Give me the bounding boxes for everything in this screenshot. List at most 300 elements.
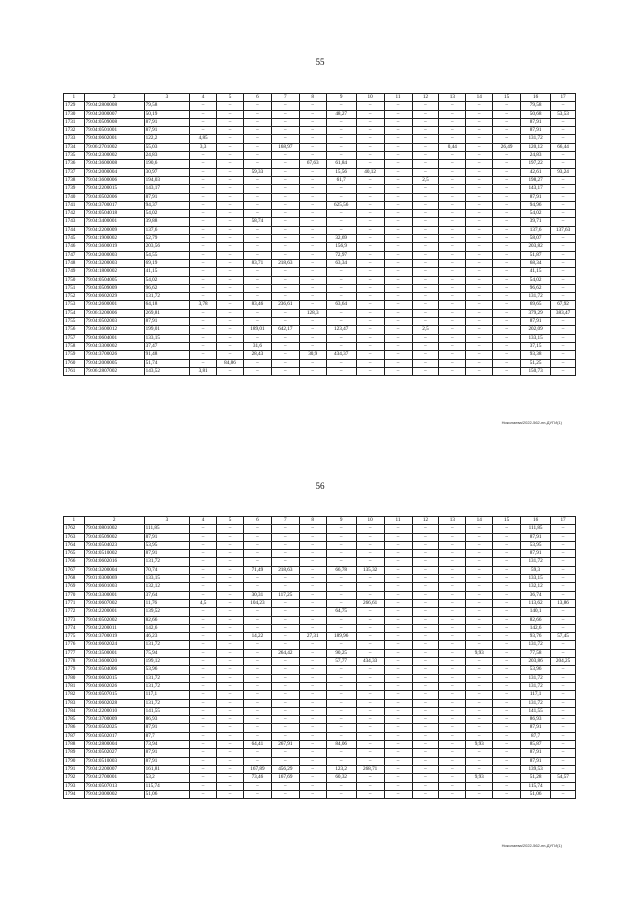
table-cell: – <box>326 293 356 301</box>
table-cell: – <box>466 284 493 292</box>
table-cell: – <box>299 176 326 184</box>
data-table <box>63 516 576 799</box>
table-cell: 64,41 <box>243 741 271 749</box>
table-cell: 79:04:0507013 <box>84 782 144 790</box>
table-cell: – <box>326 309 356 317</box>
table-cell: 87,91 <box>521 550 551 558</box>
table-cell: 53,53 <box>551 110 576 118</box>
column-header: 14 <box>466 517 493 525</box>
table-cell: 60,32 <box>326 774 356 782</box>
table-cell: 9,93 <box>466 741 493 749</box>
table-cell: – <box>384 301 412 309</box>
table-cell: – <box>466 301 493 309</box>
table-row <box>64 599 576 607</box>
table-cell: – <box>493 674 521 682</box>
table-cell: – <box>466 757 493 765</box>
column-header: 11 <box>384 517 412 525</box>
table-cell: – <box>412 235 439 243</box>
table-cell: – <box>493 707 521 715</box>
table-cell: – <box>243 160 271 168</box>
table-cell: – <box>326 691 356 699</box>
table-cell: – <box>190 259 217 267</box>
table-cell: – <box>299 583 326 591</box>
table-cell: 79:04:0504018 <box>84 210 144 218</box>
table-cell: 59,3 <box>521 566 551 574</box>
table-cell: 79:04:3600019 <box>84 243 144 251</box>
table-cell: 1776 <box>64 641 85 649</box>
table-cell: 79:04:0604001 <box>84 334 144 342</box>
table-cell: – <box>326 185 356 193</box>
table-cell: – <box>412 658 439 666</box>
table-cell: – <box>384 293 412 301</box>
table-cell: 85,87 <box>521 741 551 749</box>
table-cell: 143,17 <box>144 185 190 193</box>
table-cell: – <box>493 591 521 599</box>
table-cell: – <box>551 707 576 715</box>
table-cell: – <box>384 342 412 350</box>
table-cell: – <box>466 143 493 151</box>
table-cell: – <box>551 716 576 724</box>
table-cell: – <box>384 359 412 367</box>
table-row <box>64 268 576 276</box>
table-row <box>64 550 576 558</box>
table-cell: 79:04:0504023 <box>84 541 144 549</box>
table-cell: – <box>356 334 384 342</box>
table-cell: – <box>493 293 521 301</box>
table-cell: – <box>384 749 412 757</box>
table-cell: – <box>326 583 356 591</box>
table-cell: – <box>384 790 412 798</box>
table-cell: – <box>412 226 439 234</box>
table-cell: – <box>243 176 271 184</box>
table-cell: – <box>551 102 576 110</box>
table-cell: 79:04:3400001 <box>84 218 144 226</box>
table-cell: – <box>412 143 439 151</box>
table-cell: – <box>412 707 439 715</box>
table-cell: 203,56 <box>144 243 190 251</box>
table-cell: 87,91 <box>521 757 551 765</box>
table-cell: 1781 <box>64 682 85 690</box>
table-cell: 79:04:0504005 <box>84 276 144 284</box>
table-cell: 1736 <box>64 160 85 168</box>
table-cell: 1750 <box>64 276 85 284</box>
column-header: 5 <box>217 94 244 102</box>
table-cell: 79:04:3300002 <box>84 342 144 350</box>
table-cell: – <box>217 674 244 682</box>
table-cell: – <box>439 732 466 740</box>
table-cell: – <box>243 118 271 126</box>
table-cell: – <box>326 525 356 533</box>
table-cell: – <box>384 550 412 558</box>
table-cell: 79:04:0602028 <box>84 699 144 707</box>
table-cell: 143,17 <box>521 185 551 193</box>
table-cell: 79:04:0502006 <box>84 193 144 201</box>
table-cell: 68,34 <box>521 259 551 267</box>
table-cell: – <box>271 110 299 118</box>
table-cell: – <box>299 674 326 682</box>
table-cell: 142,6 <box>521 624 551 632</box>
table-cell: – <box>356 185 384 193</box>
table-cell: – <box>384 334 412 342</box>
table-row <box>64 367 576 375</box>
table-cell: – <box>493 691 521 699</box>
table-cell: – <box>243 575 271 583</box>
table-cell: – <box>384 757 412 765</box>
table-cell: – <box>412 533 439 541</box>
table-cell: – <box>412 135 439 143</box>
table-cell: – <box>190 127 217 135</box>
table-cell: – <box>271 243 299 251</box>
table-cell: – <box>466 326 493 334</box>
table-cell: – <box>466 765 493 773</box>
table-cell: 51,06 <box>144 790 190 798</box>
table-cell: – <box>551 624 576 632</box>
table-cell: 24,83 <box>144 152 190 160</box>
table-cell: – <box>243 707 271 715</box>
table-cell: – <box>243 533 271 541</box>
table-cell: – <box>217 658 244 666</box>
table-row <box>64 284 576 292</box>
table-cell: – <box>190 741 217 749</box>
table-cell: – <box>551 135 576 143</box>
table-cell: 1769 <box>64 583 85 591</box>
table-cell: – <box>466 790 493 798</box>
table-cell: – <box>551 359 576 367</box>
table-cell: – <box>299 235 326 243</box>
table-cell: – <box>551 641 576 649</box>
table-cell: – <box>439 367 466 375</box>
table-cell: – <box>493 575 521 583</box>
table-cell: – <box>551 318 576 326</box>
table-cell: – <box>299 143 326 151</box>
table-cell: – <box>271 525 299 533</box>
column-header: 9 <box>326 94 356 102</box>
table-cell: – <box>271 284 299 292</box>
table-cell: – <box>243 674 271 682</box>
table-cell: 79:04:1800002 <box>84 268 144 276</box>
table-cell: – <box>551 525 576 533</box>
table-cell: – <box>493 110 521 118</box>
table-cell: 37,47 <box>144 342 190 350</box>
table-row <box>64 168 576 176</box>
table-cell: 79:04:3700019 <box>84 633 144 641</box>
table-cell: – <box>326 276 356 284</box>
table-cell: – <box>466 691 493 699</box>
table-cell: – <box>356 160 384 168</box>
table-cell: – <box>326 757 356 765</box>
table-cell: – <box>243 226 271 234</box>
table-cell: 31,6 <box>243 342 271 350</box>
table-cell: 87,91 <box>521 533 551 541</box>
table-cell: – <box>384 152 412 160</box>
table-cell: – <box>190 774 217 782</box>
table-cell: 123,47 <box>326 326 356 334</box>
table-row <box>64 235 576 243</box>
table-cell: – <box>271 102 299 110</box>
table-cell: 79:04:2000007 <box>84 110 144 118</box>
table-cell: 87,91 <box>144 749 190 757</box>
table-cell: – <box>217 525 244 533</box>
table-cell: 1740 <box>64 193 85 201</box>
table-cell: – <box>217 624 244 632</box>
table-cell: 1764 <box>64 541 85 549</box>
table-cell: 1741 <box>64 201 85 209</box>
data-table <box>63 93 576 376</box>
table-cell: – <box>551 152 576 160</box>
table-cell: 203,82 <box>521 243 551 251</box>
table-cell: – <box>551 201 576 209</box>
table-cell: 83,46 <box>243 301 271 309</box>
table-cell: – <box>493 301 521 309</box>
table-cell: – <box>299 118 326 126</box>
table-cell: – <box>271 691 299 699</box>
table-cell: – <box>412 342 439 350</box>
table-cell: – <box>271 127 299 135</box>
table-cell: – <box>190 558 217 566</box>
table-cell: – <box>412 558 439 566</box>
table-cell: – <box>551 235 576 243</box>
table-cell: – <box>299 110 326 118</box>
table-cell: 137,6 <box>144 226 190 234</box>
table-cell: 1784 <box>64 707 85 715</box>
table-cell: 28,43 <box>243 351 271 359</box>
table-cell: – <box>217 118 244 126</box>
table-cell: 61,7 <box>326 176 356 184</box>
table-cell: – <box>439 624 466 632</box>
table-cell: 1737 <box>64 168 85 176</box>
table-cell: 79:04:0607002 <box>84 599 144 607</box>
table-cell: 61,84 <box>326 160 356 168</box>
table-cell: – <box>326 541 356 549</box>
table-cell: – <box>551 160 576 168</box>
table-cell: – <box>271 342 299 350</box>
table-row <box>64 591 576 599</box>
table-cell: – <box>493 201 521 209</box>
table-cell: – <box>412 616 439 624</box>
table-cell: – <box>412 790 439 798</box>
table-cell: – <box>439 550 466 558</box>
table-cell: – <box>299 533 326 541</box>
table-cell: – <box>439 691 466 699</box>
table-cell: 190,6 <box>144 160 190 168</box>
table-cell: – <box>299 691 326 699</box>
table-cell: 4,5 <box>190 599 217 607</box>
table-cell: – <box>493 649 521 657</box>
table-cell: – <box>299 318 326 326</box>
table-cell: – <box>356 716 384 724</box>
table-cell: – <box>384 210 412 218</box>
table-cell: – <box>466 525 493 533</box>
table-cell: 24,83 <box>521 152 551 160</box>
table-cell: – <box>493 699 521 707</box>
table-cell: – <box>412 185 439 193</box>
table-cell: – <box>243 135 271 143</box>
table-cell: – <box>384 193 412 201</box>
table-cell: 54,02 <box>144 276 190 284</box>
table-cell: 161,81 <box>144 765 190 773</box>
table-cell: – <box>271 790 299 798</box>
table-cell: – <box>384 318 412 326</box>
table-cell: – <box>412 276 439 284</box>
table-cell: 87,91 <box>521 724 551 732</box>
table-cell: – <box>217 541 244 549</box>
table-cell: – <box>439 757 466 765</box>
table-cell: – <box>384 351 412 359</box>
table-cell: – <box>384 575 412 583</box>
table-cell: – <box>217 168 244 176</box>
table-cell: – <box>217 765 244 773</box>
column-header: 12 <box>412 94 439 102</box>
table-cell: – <box>466 127 493 135</box>
table-cell: – <box>384 127 412 135</box>
table-cell: 79:04:2800008 <box>84 102 144 110</box>
table-cell: – <box>299 616 326 624</box>
table-cell: – <box>412 732 439 740</box>
table-cell: 79:04:0504006 <box>84 666 144 674</box>
table-cell: – <box>356 152 384 160</box>
table-cell: – <box>356 342 384 350</box>
table-cell: 1742 <box>64 210 85 218</box>
table-cell: 141,55 <box>144 707 190 715</box>
table-cell: – <box>384 732 412 740</box>
table-cell: – <box>384 102 412 110</box>
table-cell: – <box>326 732 356 740</box>
table-cell: – <box>466 575 493 583</box>
table-cell: – <box>384 674 412 682</box>
table-cell: 86,93 <box>144 716 190 724</box>
table-cell: – <box>551 732 576 740</box>
table-cell: – <box>493 641 521 649</box>
table-cell: – <box>299 135 326 143</box>
table-row <box>64 641 576 649</box>
table-cell: – <box>271 276 299 284</box>
table-cell: – <box>326 558 356 566</box>
table-cell: – <box>299 243 326 251</box>
table-cell: 87,91 <box>144 757 190 765</box>
table-cell: 82,66 <box>144 616 190 624</box>
table-cell: – <box>243 749 271 757</box>
table-cell: – <box>356 616 384 624</box>
table-cell: – <box>384 658 412 666</box>
table-row <box>64 566 576 574</box>
table-cell: – <box>439 575 466 583</box>
table-cell: – <box>271 201 299 209</box>
table-cell: 15,56 <box>326 168 356 176</box>
table-cell: 79:04:2000005 <box>84 359 144 367</box>
table-cell: – <box>439 326 466 334</box>
table-cell: – <box>190 334 217 342</box>
table-cell: 1780 <box>64 674 85 682</box>
table-cell: – <box>384 525 412 533</box>
table-cell: – <box>466 160 493 168</box>
table-cell: – <box>299 624 326 632</box>
table-cell: – <box>243 658 271 666</box>
table-cell: – <box>384 160 412 168</box>
table-cell: – <box>299 127 326 135</box>
table-cell: 73,46 <box>243 774 271 782</box>
table-cell: – <box>271 251 299 259</box>
table-cell: – <box>439 259 466 267</box>
table-row <box>64 732 576 740</box>
table-cell: – <box>356 608 384 616</box>
table-cell: – <box>551 608 576 616</box>
table-cell: – <box>271 749 299 757</box>
table-cell: – <box>493 608 521 616</box>
table-cell: – <box>384 533 412 541</box>
table-cell: 113,62 <box>521 599 551 607</box>
table-cell: – <box>439 707 466 715</box>
table-cell: – <box>271 168 299 176</box>
table-cell: 93,38 <box>521 351 551 359</box>
table-cell: – <box>217 533 244 541</box>
table-cell: – <box>271 616 299 624</box>
table-cell: – <box>326 143 356 151</box>
table-cell: – <box>190 359 217 367</box>
table-cell: 79:04:0602024 <box>84 641 144 649</box>
table-cell: – <box>356 749 384 757</box>
table-cell: – <box>412 666 439 674</box>
table-cell: 53,95 <box>144 541 190 549</box>
table-cell: 2,5 <box>412 326 439 334</box>
table-cell: 1778 <box>64 658 85 666</box>
page-number: 56 <box>315 481 325 491</box>
table-cell: – <box>356 218 384 226</box>
table-cell: – <box>439 566 466 574</box>
table-cell: 133,15 <box>144 334 190 342</box>
table-row <box>64 160 576 168</box>
table-cell: 66,78 <box>326 566 356 574</box>
table-cell: – <box>243 682 271 690</box>
table-cell: – <box>217 210 244 218</box>
table-cell: – <box>356 235 384 243</box>
table-cell: – <box>466 226 493 234</box>
table-cell: 48,27 <box>326 110 356 118</box>
table-cell: – <box>384 724 412 732</box>
table-cell: – <box>466 342 493 350</box>
table-cell: – <box>551 251 576 259</box>
table-cell: – <box>384 616 412 624</box>
table-cell: – <box>412 351 439 359</box>
table-cell: 87,7 <box>144 732 190 740</box>
table-row <box>64 326 576 334</box>
table-cell: 642,17 <box>271 326 299 334</box>
table-cell: 167,89 <box>243 765 271 773</box>
table-cell: 58,07 <box>521 235 551 243</box>
table-cell: – <box>493 102 521 110</box>
table-cell: – <box>190 732 217 740</box>
table-cell: 139,53 <box>521 765 551 773</box>
table-cell: 1772 <box>64 608 85 616</box>
table-cell: – <box>326 674 356 682</box>
table-cell: – <box>466 259 493 267</box>
table-cell: 131,72 <box>521 135 551 143</box>
table-cell: 1729 <box>64 102 85 110</box>
table-cell: – <box>466 185 493 193</box>
table-cell: – <box>466 218 493 226</box>
table-cell: 1756 <box>64 326 85 334</box>
table-cell: – <box>326 782 356 790</box>
table-cell: – <box>439 749 466 757</box>
table-cell: – <box>412 118 439 126</box>
table-cell: – <box>271 226 299 234</box>
table-cell: – <box>326 707 356 715</box>
table-cell: 79:04:2700001 <box>84 774 144 782</box>
table-cell: – <box>356 575 384 583</box>
table-cell: – <box>271 641 299 649</box>
table-cell: – <box>356 210 384 218</box>
table-row <box>64 757 576 765</box>
table-cell: 189,01 <box>243 326 271 334</box>
